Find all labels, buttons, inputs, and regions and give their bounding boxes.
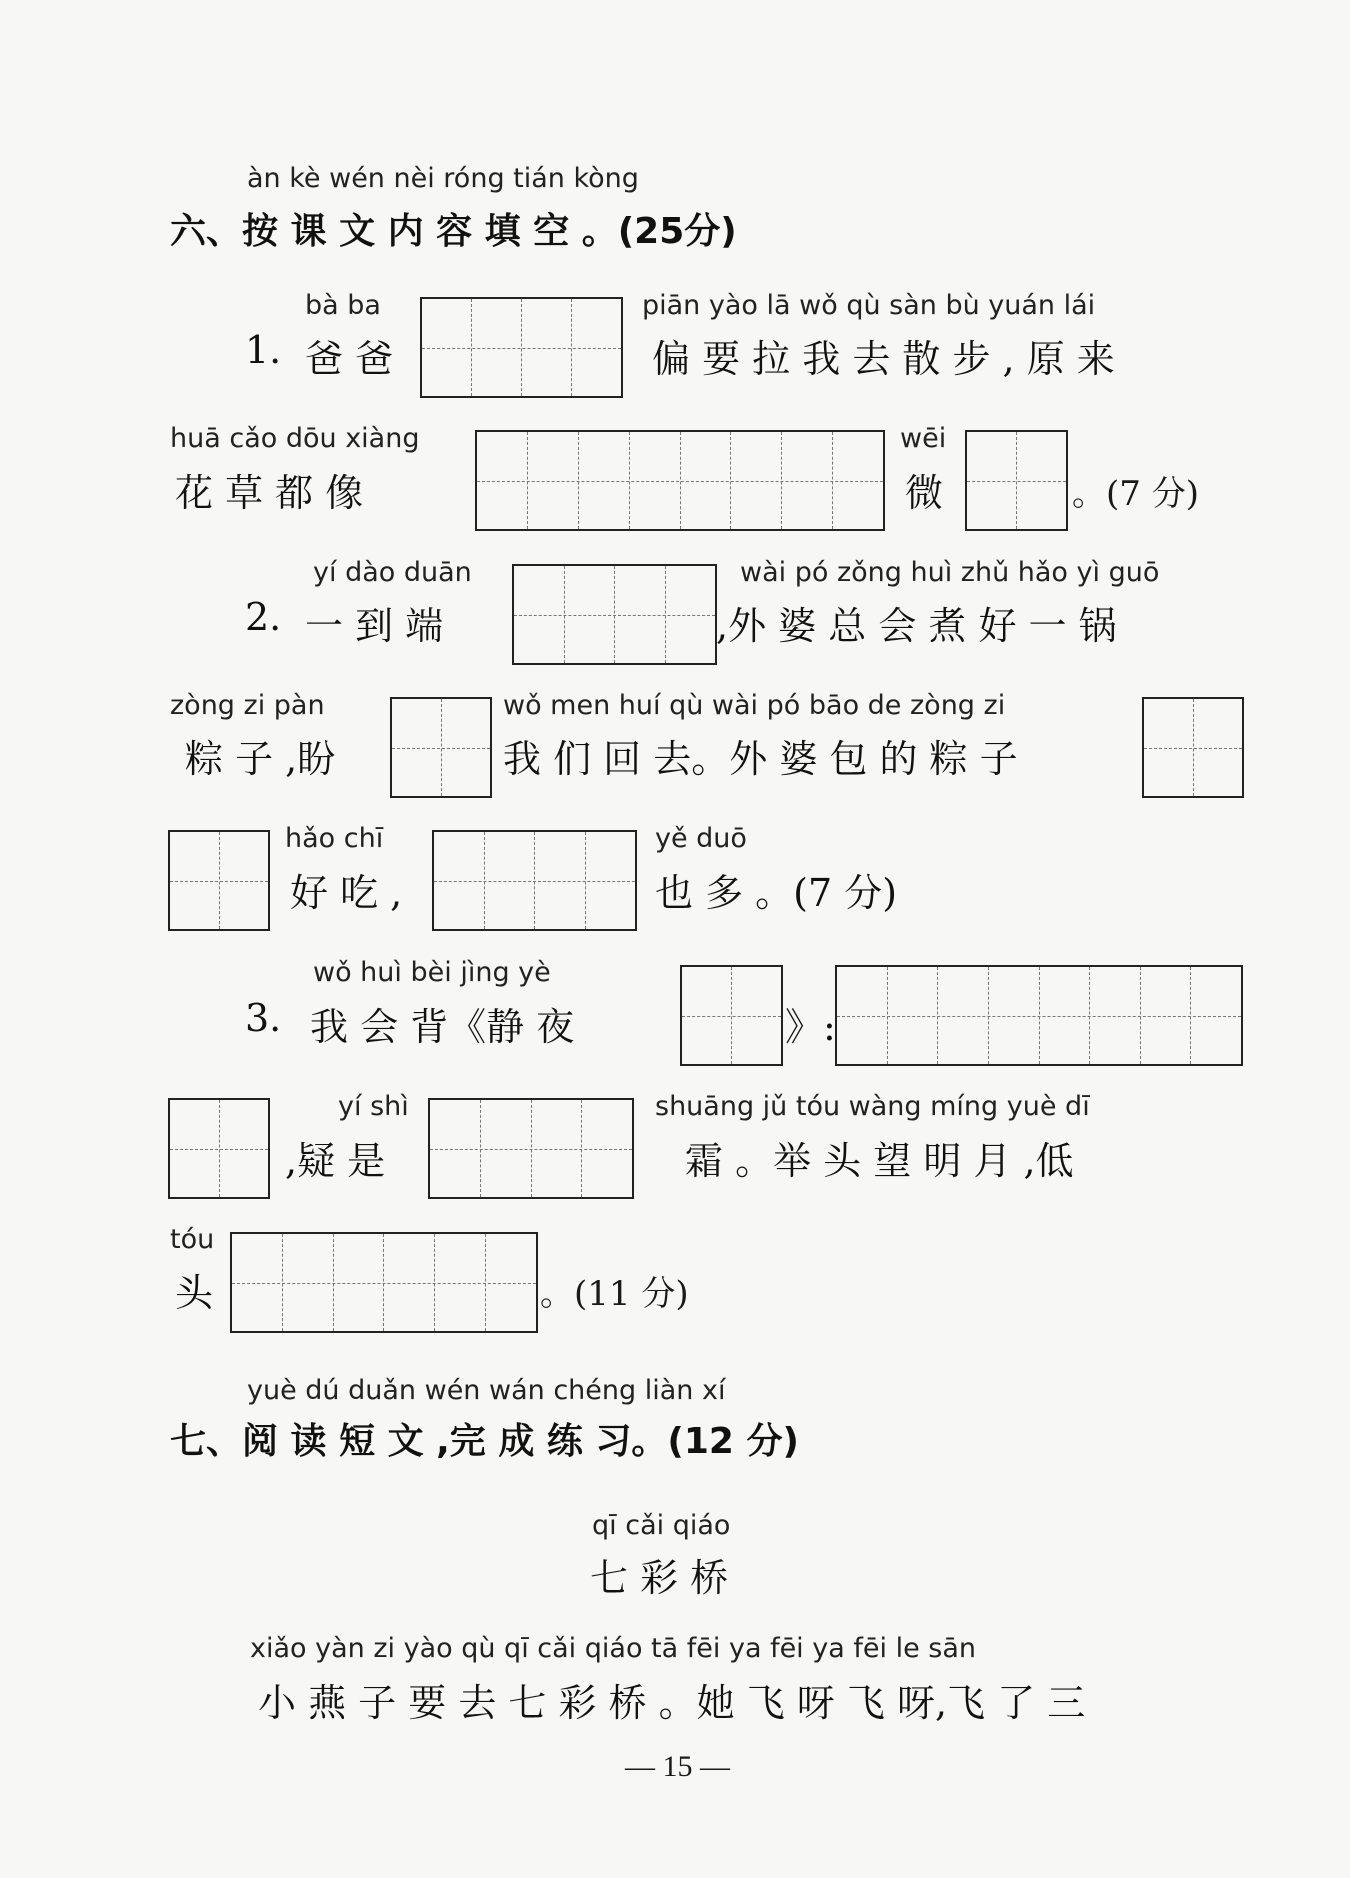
q3-d-pinyin: shuāng jǔ tóu wàng míng yuè dī	[655, 1091, 1090, 1122]
section7-pinyin: yuè dú duǎn wén wán chéng liàn xí	[247, 1375, 726, 1406]
q3-points: 。(11 分)	[540, 1274, 689, 1314]
answer-box[interactable]	[168, 1098, 270, 1199]
q1-b-pinyin: piān yào lā wǒ qù sàn bù yuán lái	[642, 290, 1096, 321]
q3-e-pinyin: tóu	[170, 1224, 215, 1255]
answer-box[interactable]	[965, 430, 1068, 531]
story-line1-pinyin: xiǎo yàn zi yào qù qī cǎi qiáo tā fēi ya fēi ya fēi le sān	[250, 1633, 976, 1664]
answer-box[interactable]	[230, 1232, 538, 1333]
q3-c-pinyin: yí shì	[338, 1091, 409, 1122]
q1-b-text: 偏 要 拉 我 去 散 步 , 原 来	[652, 337, 1115, 381]
answer-box[interactable]	[1142, 697, 1244, 798]
answer-box[interactable]	[390, 697, 492, 798]
q3-e-text: 头	[175, 1271, 214, 1315]
q2-b-text: ,外 婆 总 会 煮 好 一 锅	[716, 604, 1117, 648]
answer-box[interactable]	[428, 1098, 634, 1199]
q1-number: 1.	[245, 328, 282, 372]
q2-d-pinyin: wǒ men huí qù wài pó bāo de zòng zi	[503, 690, 1006, 721]
q1-d-text: 微	[905, 471, 944, 515]
q3-a-pinyin: wǒ huì bèi jìng yè	[313, 957, 551, 988]
answer-box[interactable]	[680, 965, 783, 1066]
q2-e-text: 好 吃 ,	[290, 871, 403, 915]
q2-c-pinyin: zòng zi pàn	[170, 690, 325, 721]
answer-box[interactable]	[420, 297, 623, 398]
q3-c-text: ,疑 是	[285, 1139, 386, 1183]
q2-d-text: 我 们 回 去。外 婆 包 的 粽 子	[503, 737, 1018, 781]
q1-c-text: 花 草 都 像	[175, 471, 364, 515]
section7-title: 七、阅 读 短 文 ,完 成 练 习。(12 分)	[170, 1421, 799, 1462]
story-title-pinyin: qī cǎi qiáo	[592, 1510, 731, 1541]
q2-c-text: 粽 子 ,盼	[185, 737, 336, 781]
q2-e-pinyin: hǎo chī	[285, 823, 384, 854]
q3-number: 3.	[245, 996, 282, 1040]
answer-box[interactable]	[512, 564, 717, 665]
q1-points: 。(7 分)	[1072, 474, 1199, 514]
answer-box[interactable]	[835, 965, 1243, 1066]
section6-title: 六、按 课 文 内 容 填 空 。(25分)	[170, 211, 737, 252]
q2-a-pinyin: yí dào duān	[313, 557, 472, 588]
q1-c-pinyin: huā cǎo dōu xiàng	[170, 423, 420, 454]
q2-a-text: 一 到 端	[305, 604, 444, 648]
q2-b-pinyin: wài pó zǒng huì zhǔ hǎo yì guō	[740, 557, 1160, 588]
story-line1: 小 燕 子 要 去 七 彩 桥 。她 飞 呀 飞 呀,飞 了 三	[258, 1681, 1086, 1725]
story-title: 七 彩 桥	[590, 1556, 729, 1600]
q1-a-text: 爸 爸	[305, 337, 394, 381]
q3-d-text: 霜 。举 头 望 明 月 ,低	[685, 1139, 1074, 1183]
answer-box[interactable]	[168, 830, 270, 931]
q3-a-text: 我 会 背《静 夜	[310, 1005, 575, 1049]
q2-f-pinyin: yě duō	[655, 823, 747, 854]
q1-a-pinyin: bà ba	[305, 290, 381, 321]
answer-box[interactable]	[432, 830, 637, 931]
page-number: — 15 —	[625, 1750, 730, 1783]
q2-number: 2.	[245, 595, 282, 639]
q2-f-text: 也 多 。(7 分)	[655, 871, 898, 915]
q1-d-pinyin: wēi	[900, 423, 947, 454]
q3-b-text: 》:	[785, 1005, 836, 1049]
section6-pinyin: àn kè wén nèi róng tián kòng	[247, 163, 639, 194]
answer-box[interactable]	[475, 430, 885, 531]
